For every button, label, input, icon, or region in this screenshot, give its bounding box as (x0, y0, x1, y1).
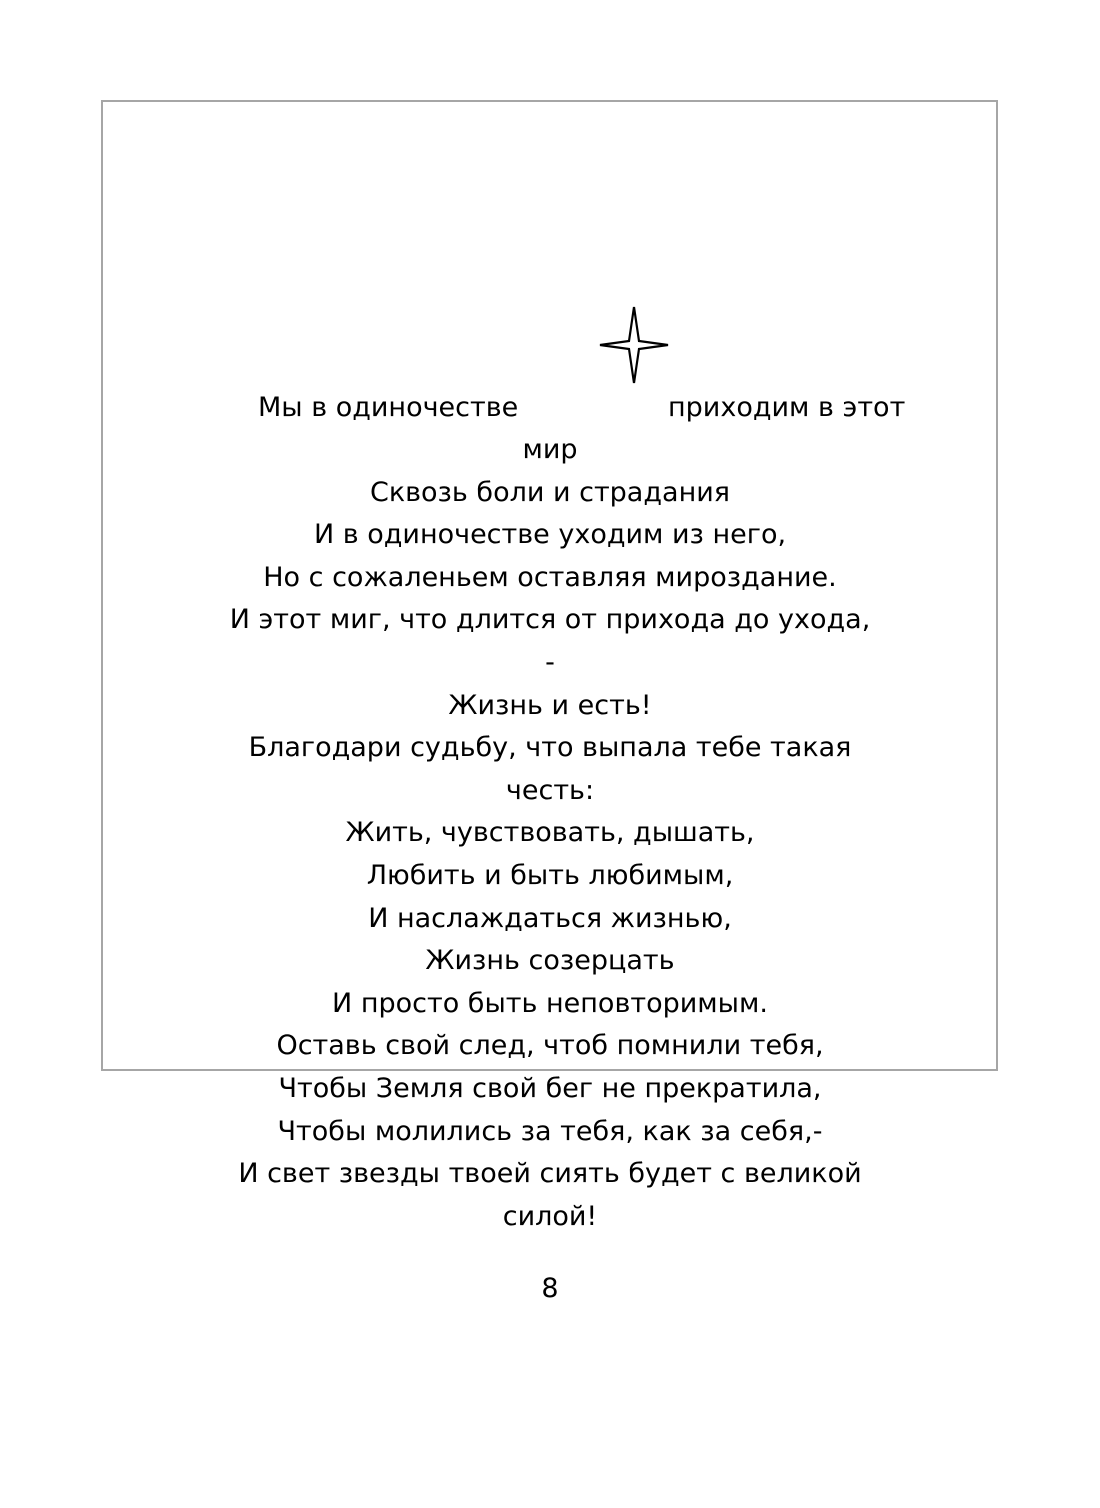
poem-line: Но с сожаленьем оставляя мироздание. (263, 561, 837, 593)
poem-line: Чтобы молились за тебя, как за себя,- (277, 1115, 823, 1147)
poem-line: мир (522, 434, 578, 465)
poem-line: Любить и быть любимым, (366, 859, 734, 891)
poem-line: силой! (502, 1200, 598, 1232)
poem-line: Жизнь и есть! (448, 689, 652, 721)
poem-line: И просто быть неповторимым. (332, 987, 768, 1019)
poem-first-line-left: Мы в одиночестве (258, 392, 519, 423)
poem-line: И в одиночестве уходим из него, (313, 519, 787, 551)
poem-line: И свет звезды твоей сиять будет с великой (238, 1158, 862, 1190)
poem-line: Жизнь созерцать (425, 945, 675, 977)
poem-line: И этот миг, что длится от прихода до ухода, (229, 604, 871, 636)
poem-first-line-right: приходим в этот (668, 392, 906, 423)
poem-line: Оставь свой след, чтоб помнили тебя, (276, 1030, 824, 1062)
poem-line: честь: (505, 774, 595, 806)
poem-line: И наслаждаться жизнью, (368, 902, 732, 934)
four-point-star-icon (598, 305, 670, 385)
poem-line: Сквозь боли и страдания (369, 476, 731, 508)
poem-lines (160, 429, 940, 1238)
poem-line: - (545, 646, 555, 678)
poem-line: Чтобы Земля свой бег не прекратила, (278, 1072, 822, 1104)
page-number: 8 (541, 1273, 559, 1304)
poem-line: Благодари судьбу, что выпала тебе такая (248, 732, 852, 764)
poem-line: Жить, чувствовать, дышать, (345, 817, 755, 849)
